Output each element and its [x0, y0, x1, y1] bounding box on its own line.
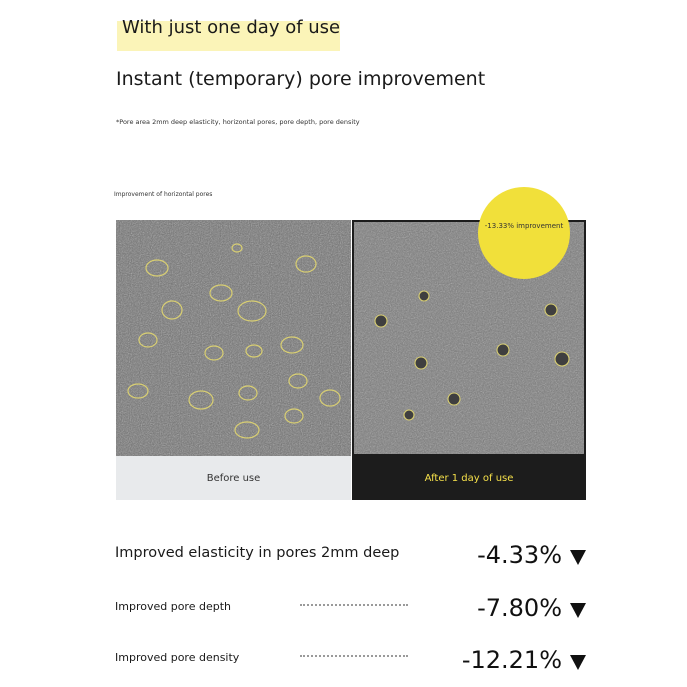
metric-label-density: Improved pore density: [115, 651, 240, 664]
badge-text: -13.33% improvement: [484, 222, 564, 230]
metric-label-elasticity: Improved elasticity in pores 2mm deep: [115, 545, 400, 561]
metric-value-depth: [477, 594, 586, 622]
after-caption: After 1 day of use: [352, 456, 586, 500]
down-triangle-icon: [570, 550, 586, 565]
metric-value-elasticity: [477, 541, 586, 569]
metric-value-depth-text: -7.80%: [477, 594, 562, 622]
metric-label-depth: Improved pore depth: [115, 600, 231, 613]
dotted-leader: [300, 655, 408, 657]
headline: [117, 15, 340, 51]
metric-value-elasticity-text: -4.33%: [477, 541, 562, 569]
section-label: Improvement of horizontal pores: [114, 191, 213, 198]
down-triangle-icon: [570, 655, 586, 670]
headline-text: With just one day of use: [122, 17, 341, 38]
improvement-badge: [478, 187, 570, 279]
metric-value-density-text: -12.21%: [461, 646, 562, 674]
before-caption: Before use: [116, 456, 351, 500]
down-triangle-icon: [570, 603, 586, 618]
dotted-leader: [300, 604, 408, 606]
subhead: Instant (temporary) pore improvement: [116, 68, 486, 90]
metric-value-density: [462, 646, 586, 674]
before-photo: [116, 220, 351, 456]
footnote: *Pore area 2mm deep elasticity, horizontal pores, pore depth, pore density: [116, 118, 360, 126]
